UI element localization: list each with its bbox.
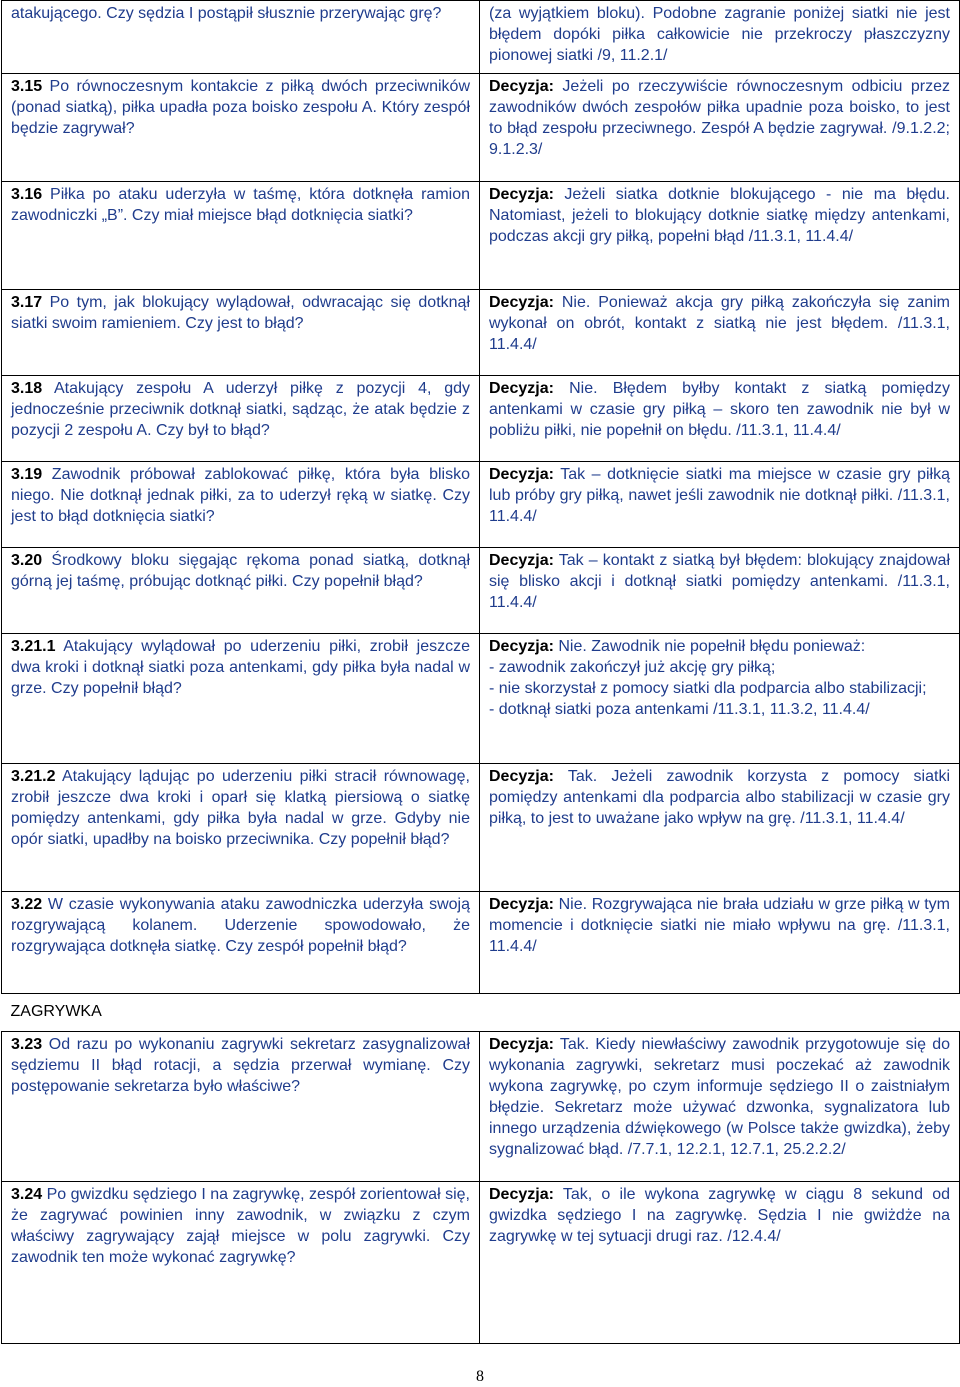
question-number: 3.24 xyxy=(11,1186,43,1203)
question-number: 3.23 xyxy=(11,1036,43,1053)
answer-cell xyxy=(480,290,960,376)
question-body: Piłka po ataku uderzyła w taśmę, która dotknęła ramion zawodniczki „B”. Czy miał miejsce błąd dotknięcia siatki? xyxy=(11,186,470,224)
answer-cell xyxy=(480,462,960,548)
answer-text xyxy=(489,1034,950,1160)
decision-label: Decyzja: xyxy=(489,896,554,913)
decision-label: Decyzja: xyxy=(489,294,554,311)
decision-list-item: - dotknął siatki poza antenkami /11.3.1, 11.3.2, 11.4.4/ xyxy=(489,701,870,718)
question-number: 3.16 xyxy=(11,186,43,203)
answer-cell xyxy=(480,634,960,764)
question-text xyxy=(11,766,470,850)
decision-label: Decyzja: xyxy=(489,638,554,655)
answer-text xyxy=(489,76,950,160)
ruling-row xyxy=(2,764,960,892)
question-text xyxy=(11,378,470,441)
answer-cell xyxy=(480,74,960,182)
decision-body: Tak – dotknięcie siatki ma miejsce w czasie gry piłką lub próby gry piłką, nawet jeśli zawodnik nie dotknął piłki. /11.3.1, 11.4.4/ xyxy=(489,466,950,525)
decision-body: Tak, o ile wykona zagrywkę w ciągu 8 sekund od gwizdka sędziego I na zagrywkę. Sędzia I nie gwiżdże na zagrywkę w tej sytuacji drugi raz. /12.4.4/ xyxy=(489,1186,950,1245)
question-number: 3.22 xyxy=(11,896,43,913)
question-number: 3.20 xyxy=(11,552,43,569)
decision-label: Decyzja: xyxy=(489,186,554,203)
ruling-row xyxy=(2,1182,960,1344)
ruling-row xyxy=(2,892,960,994)
question-number: 3.21.2 xyxy=(11,768,56,785)
question-cell xyxy=(2,1032,480,1182)
ruling-row xyxy=(2,634,960,764)
answer-cell xyxy=(480,376,960,462)
question-text xyxy=(11,1034,470,1097)
answer-text xyxy=(489,636,950,657)
question-text xyxy=(11,3,470,24)
answer-text xyxy=(489,464,950,527)
decision-body: Jeżeli siatka dotknie blokującego - nie ma błędu. Natomiast, jeżeli to blokujący dotknie siatkę między antenkami, podczas akcji gry piłką, popełni błąd /11.3.1, 11.4.4/ xyxy=(489,186,950,245)
question-number: 3.19 xyxy=(11,466,43,483)
ruling-row xyxy=(2,74,960,182)
decision-body: Nie. Zawodnik nie popełnił błędu ponieważ: xyxy=(553,638,866,655)
decision-list-item: - zawodnik zakończył już akcję gry piłką; xyxy=(489,659,776,676)
ruling-row xyxy=(2,290,960,376)
answer-cell xyxy=(480,1032,960,1182)
page-number: 8 xyxy=(476,1368,484,1385)
answer-cell xyxy=(480,182,960,290)
question-text xyxy=(11,464,470,527)
decision-label: Decyzja: xyxy=(489,552,554,569)
answer-text xyxy=(489,1184,950,1247)
answer-text xyxy=(489,894,950,957)
answer-text xyxy=(489,292,950,355)
question-body: Atakujący zespołu A uderzył piłkę z pozycji 4, gdy jednocześnie przeciwnik dotknął siatki, sądząc, że atak będzie z pozycji 2 zespołu A. Czy był to błąd? xyxy=(11,380,470,439)
decision-body: Jeżeli po rzeczywiście równoczesnym odbiciu przez zawodników dwóch zespołów piłka upadnie poza boisko, to jest to błąd zespołu przeciwnego. Zespół A będzie zagrywał. /9.1.2.2; 9.1.2.3/ xyxy=(489,78,950,158)
question-cell xyxy=(2,290,480,376)
decision-label: Decyzja: xyxy=(489,380,554,397)
answer-text xyxy=(489,184,950,247)
question-body: Po tym, jak blokujący wylądował, odwracając się dotknął siatki swoim ramieniem. Czy jest to błąd? xyxy=(11,294,470,332)
decision-label: Decyzja: xyxy=(489,466,554,483)
question-body: Po równoczesnym kontakcie z piłką dwóch przeciwników (ponad siatką), piłka upadła poza boisko zespołu A. Który zespół będzie zagrywał? xyxy=(11,78,470,137)
decision-label: Decyzja: xyxy=(489,1186,554,1203)
ruling-row xyxy=(2,462,960,548)
question-body: Środkowy bloku sięgając rękoma ponad siatką, dotknął górną jej taśmę, próbując dotknąć piłki. Czy popełnił błąd? xyxy=(11,552,470,590)
ruling-row xyxy=(2,1,960,74)
question-body: W czasie wykonywania ataku zawodniczka uderzyła swoją rozgrywającą kolanem. Uderzenie spowodowało, że rozgrywająca dotknęła siatkę. Czy zespół popełnił błąd? xyxy=(11,896,470,955)
question-cell xyxy=(2,548,480,634)
question-number: 3.17 xyxy=(11,294,43,311)
question-cell xyxy=(2,892,480,994)
decision-label: Decyzja: xyxy=(489,78,554,95)
decision-body: Tak. Jeżeli zawodnik korzysta z pomocy siatki pomiędzy antenkami dla podparcia albo stabilizacji w czasie gry piłką, to jest to uważane jako wpływ na grę. /11.3.1, 11.4.4/ xyxy=(489,768,950,827)
question-text xyxy=(11,1184,470,1268)
answer-cell xyxy=(480,548,960,634)
question-body: Atakujący lądując po uderzeniu piłki stracił równowagę, zrobił jeszcze dwa kroki i oparł się klatką piersiową o siatkę pomiędzy antenkami, gdy piłka była nadal w grze. Gdyby nie opór siatki, upadłby na boisko przeciwnika. Czy popełnił błąd? xyxy=(11,768,470,848)
ruling-row xyxy=(2,1032,960,1182)
question-text xyxy=(11,292,470,334)
question-body: Po gwizdku sędziego I na zagrywkę, zespół zorientował się, że zagrywać powinien inny zawodnik, w związku z czym właściwy zagrywający zajął miejsce w polu zagrywki. Czy zawodnik ten może wykonać zagrywkę? xyxy=(11,1186,470,1266)
decision-list-item: - nie skorzystał z pomocy siatki dla podparcia albo stabilizacji; xyxy=(489,680,927,697)
answer-cell xyxy=(480,764,960,892)
question-text xyxy=(11,184,470,226)
question-cell xyxy=(2,764,480,892)
ruling-row xyxy=(2,182,960,290)
question-cell xyxy=(2,1182,480,1344)
answer-cell xyxy=(480,1,960,74)
answer-text xyxy=(489,766,950,829)
question-cell xyxy=(2,462,480,548)
decision-body: Nie. Rozgrywająca nie brała udziału w grze piłką w tym momencie i dotknięcie siatki nie miało wpływu na grę. /11.3.1, 11.4.4/ xyxy=(489,896,950,955)
decision-body: Tak – kontakt z siatką był błędem: blokujący znajdował się blisko akcji i dotknął siatki pomiędzy antenkami. /11.3.1, 11.4.4/ xyxy=(489,552,950,611)
question-text xyxy=(11,550,470,592)
decision-label: Decyzja: xyxy=(489,1036,554,1053)
question-text xyxy=(11,76,470,139)
question-body: Atakujący wylądował po uderzeniu piłki, zrobił jeszcze dwa kroki i dotknął siatki poza antenkami, gdy piłka była nadal w grze. Czy popełnił błąd? xyxy=(11,638,470,697)
question-cell xyxy=(2,376,480,462)
question-cell xyxy=(2,634,480,764)
decision-body: Tak. Kiedy niewłaściwy zawodnik przygotowuje się do wykonania zagrywki, sekretarz musi poczekać aż zawodnik wykona zagrywkę, po czym informuje sędziego II o zaistniałym błędzie. Sekretarz może używać dzwonka, sygnalizatora lub innego urządzenia dźwiękowego (w Polsce także gwizdka), żeby sygnalizować błąd. /7.7.1, 12.2.1, 12.7.1, 25.2.2.2/ xyxy=(489,1036,950,1158)
question-cell xyxy=(2,74,480,182)
answer-cell xyxy=(480,892,960,994)
question-number: 3.18 xyxy=(11,380,43,397)
answer-text xyxy=(489,550,950,613)
section-heading-row xyxy=(2,994,960,1032)
question-number: 3.15 xyxy=(11,78,43,95)
answer-cell xyxy=(480,1182,960,1344)
question-body: Zawodnik próbował zablokować piłkę, która była blisko niego. Nie dotknął jednak piłki, za to uderzył ręką w siatkę. Czy jest to błąd dotknięcia siatki? xyxy=(11,466,470,525)
answer-text xyxy=(489,3,950,66)
answer-text xyxy=(489,378,950,441)
question-cell xyxy=(2,1,480,74)
question-text xyxy=(11,894,470,957)
question-body: atakującego. Czy sędzia I postąpił słusznie przerywając grę? xyxy=(11,5,442,22)
decision-label: Decyzja: xyxy=(489,768,554,785)
question-number: 3.21.1 xyxy=(11,638,56,655)
ruling-row xyxy=(2,548,960,634)
section-heading: ZAGRYWKA xyxy=(10,1003,102,1020)
question-text xyxy=(11,636,470,699)
question-body: Od razu po wykonaniu zagrywki sekretarz zasygnalizował sędziemu II błąd rotacji, a sędzia przerwał wymianę. Czy postępowanie sekretarza było właściwe? xyxy=(11,1036,470,1095)
decision-body: Nie. Błędem byłby kontakt z siatką pomiędzy antenkami w czasie gry piłką – skoro ten zawodnik nie był w pobliżu piłki, nie popełnił on błędu. /11.3.1, 11.4.4/ xyxy=(489,380,950,439)
decision-body: Nie. Ponieważ akcja gry piłką zakończyła się zanim wykonał on obrót, kontakt z siatką nie jest błędem. /11.3.1, 11.4.4/ xyxy=(489,294,950,353)
question-cell xyxy=(2,182,480,290)
decision-body: (za wyjątkiem bloku). Podobne zagranie poniżej siatki nie jest błędem dopóki piłka całkowicie nie przekroczy płaszczyzny pionowej siatki /9, 11.2.1/ xyxy=(489,5,950,64)
rulings-table xyxy=(1,0,960,1344)
ruling-row xyxy=(2,376,960,462)
